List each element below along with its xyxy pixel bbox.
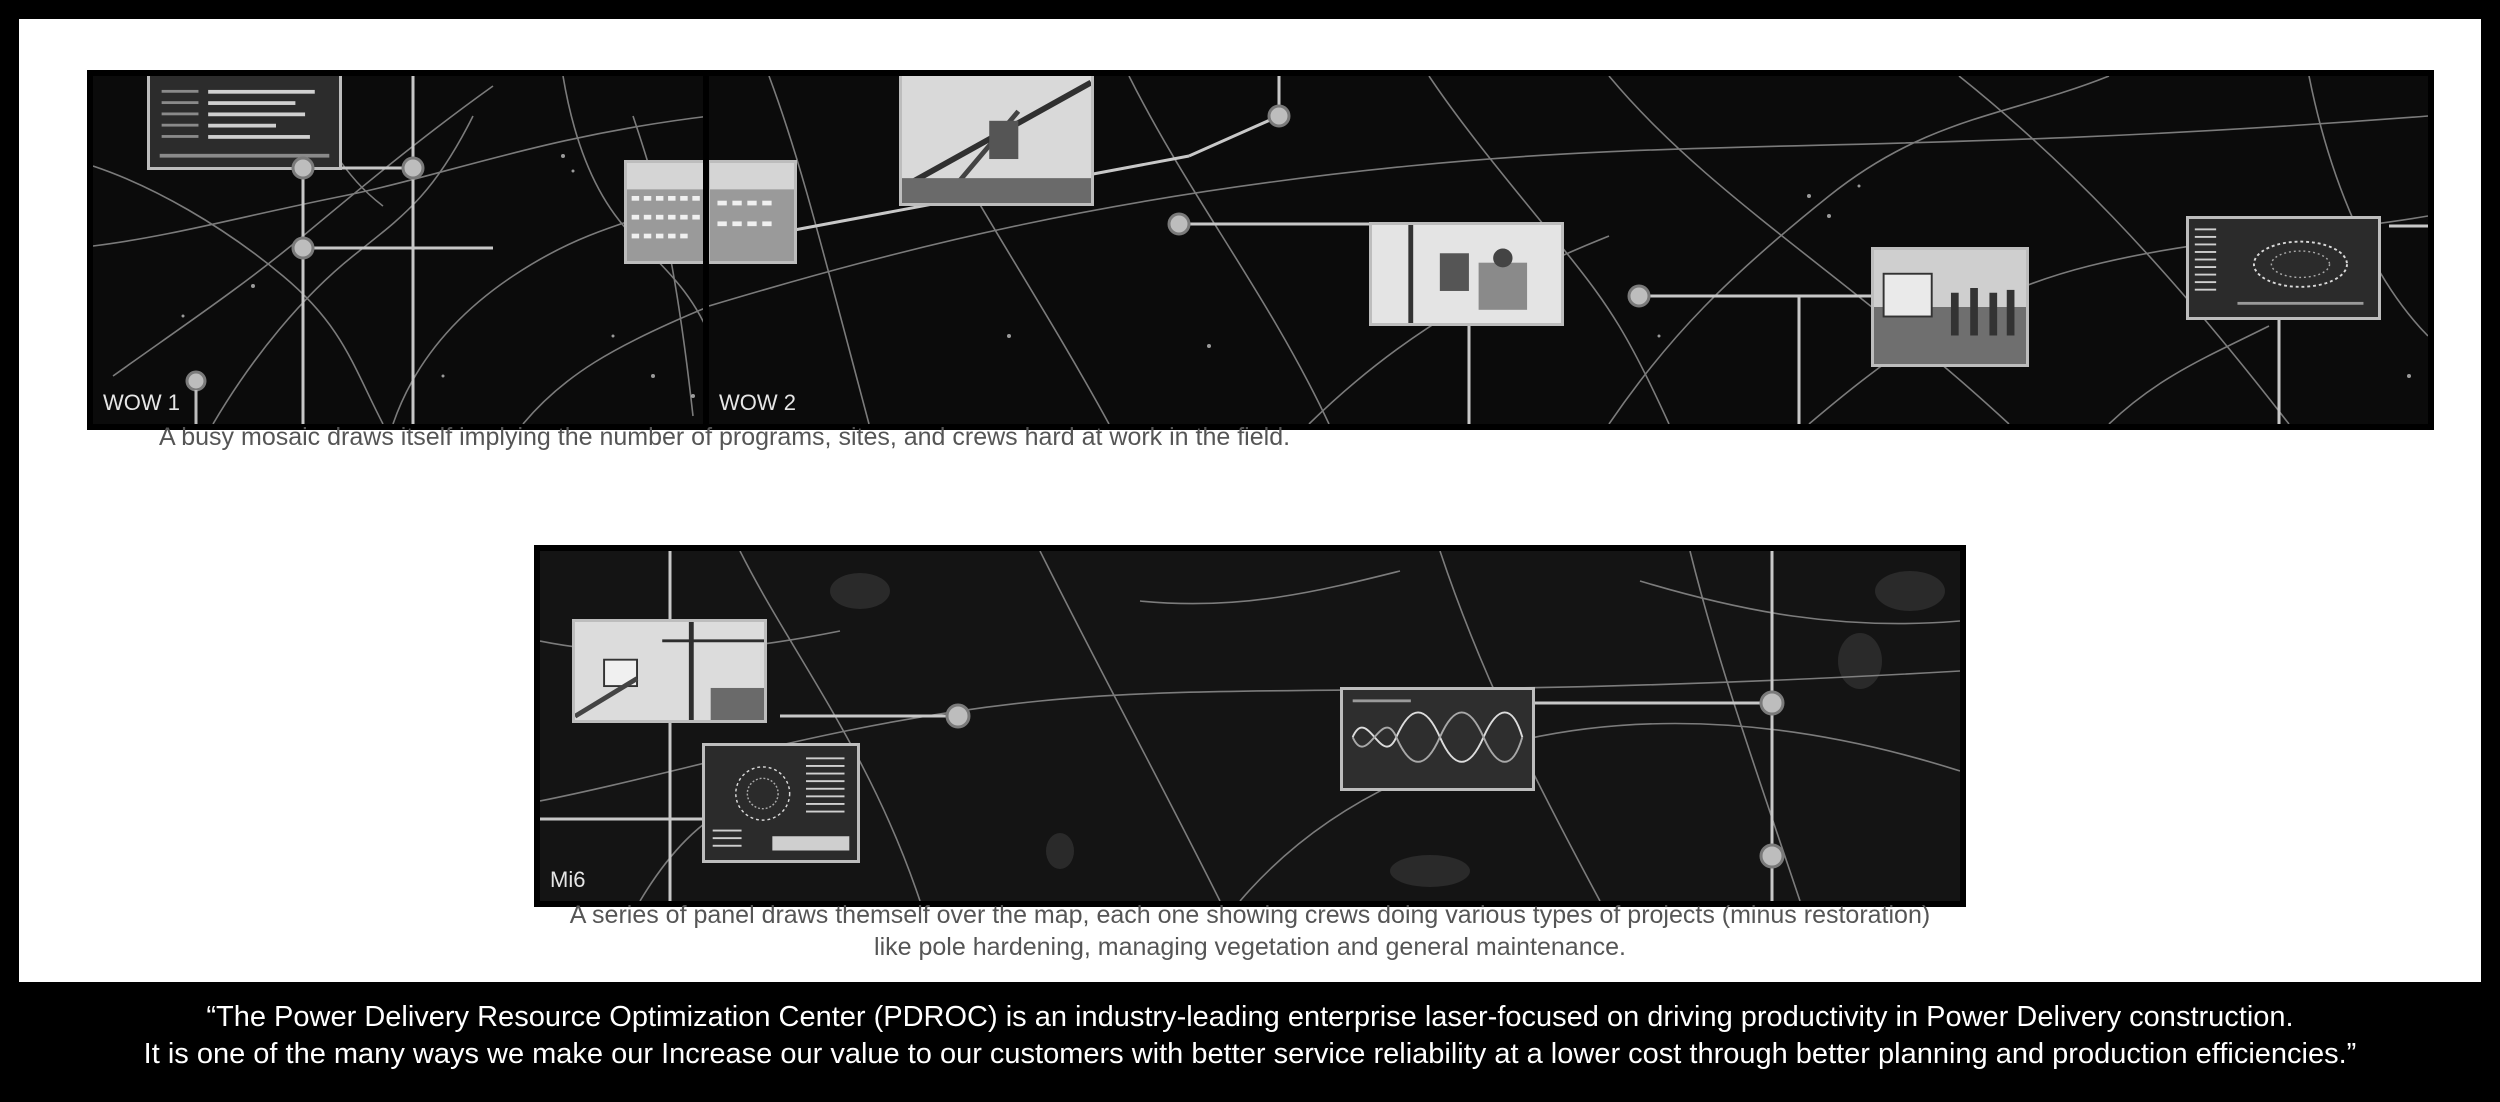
wow2-panel [703, 70, 2434, 430]
bottom-caption-line2: like pole hardening, managing vegetation and general maintenance. [874, 933, 1626, 961]
parking-lot-photo-thumbnail [624, 160, 714, 264]
quote-line2: It is one of the many ways we make our Increase our value to our customers with better service reliability at a lower cost through better planning and production efficiencies.” [143, 1038, 2357, 1070]
mi6-label: Mi6 [550, 867, 586, 892]
transformer-crew-photo-thumbnail [1369, 222, 1564, 326]
pole-hardening-photo-thumbnail [572, 619, 767, 723]
spiral-data-viz-thumbnail [702, 743, 860, 863]
radial-data-viz-thumbnail [2186, 216, 2381, 320]
wow1-panel [87, 70, 716, 430]
quote-line1: “The Power Delivery Resource Optimization Center (PDROC) is an industry-leading enterprise laser-focused on driving productivity in Power Delivery construction. [206, 1001, 2294, 1033]
field-crew-truck-photo-thumbnail [1871, 247, 2029, 367]
top-caption: A busy mosaic draws itself implying the number of programs, sites, and crews hard at work in the field. [159, 423, 1291, 451]
wow1-label: WOW 1 [103, 390, 180, 415]
parking-lot-photo-thumbnail-2 [707, 160, 797, 264]
mi6-panel [534, 545, 1966, 907]
storyboard-sheet [19, 19, 2481, 982]
waveform-data-viz-thumbnail [1340, 687, 1535, 791]
lineman-bucket-photo-thumbnail [899, 70, 1094, 206]
dashboard-bars-thumbnail [147, 70, 342, 170]
bottom-caption-line1: A series of panel draws themself over the map, each one showing crews doing various types of projects (minus restoration) [569, 901, 1931, 929]
wow2-label: WOW 2 [719, 390, 796, 415]
